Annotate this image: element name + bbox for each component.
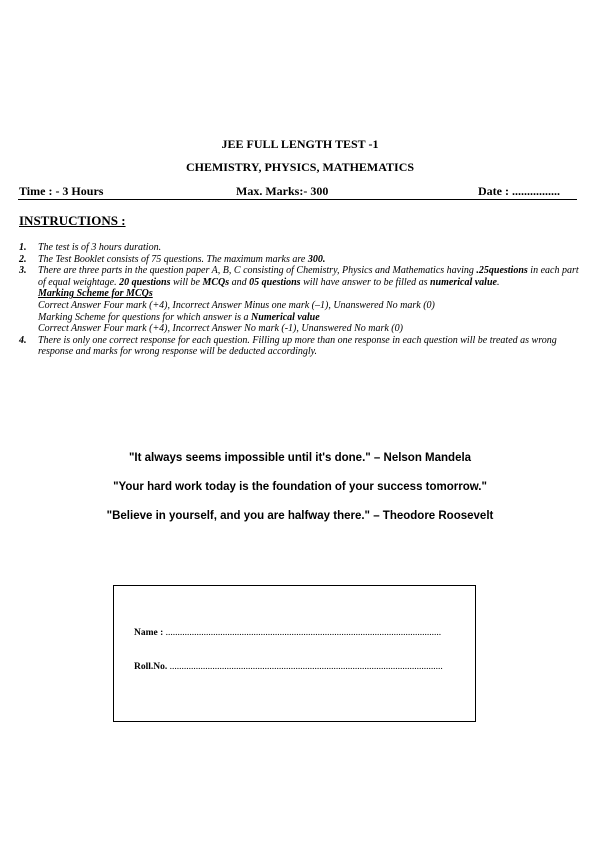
subjects-line: CHEMISTRY, PHYSICS, MATHEMATICS bbox=[185, 160, 415, 174]
name-label: Name : bbox=[134, 628, 164, 638]
instruction-text-part: Marking Scheme for questions for which answer is a bbox=[38, 311, 252, 323]
instruction-number: 4. bbox=[19, 334, 27, 346]
instruction-text bbox=[38, 265, 579, 335]
questions-per-part: .25questions bbox=[476, 265, 528, 277]
instruction-text-part: will have answer to be filled as bbox=[300, 276, 430, 288]
instruction-text bbox=[38, 254, 579, 266]
numerical-count: 05 questions bbox=[249, 276, 301, 288]
instruction-number: 1. bbox=[19, 242, 27, 253]
instructions-heading: INSTRUCTIONS : bbox=[19, 213, 126, 228]
roll-number-field[interactable] bbox=[134, 662, 443, 672]
name-blank[interactable]: .................................................................................................................... bbox=[163, 628, 442, 638]
quote-roosevelt: "Believe in yourself, and you are halfway there." – Theodore Roosevelt bbox=[106, 510, 494, 522]
numerical-scheme-text: Correct Answer Four mark (+4), Incorrect Answer No mark (-1), Unanswered No mark (0) bbox=[38, 323, 403, 335]
max-marks-info: Max. Marks:- 300 bbox=[236, 184, 329, 198]
mcq-label: MCQs bbox=[202, 276, 230, 288]
numerical-value-label: Numerical value bbox=[251, 311, 320, 323]
quote-mandela: "It always seems impossible until it's done." – Nelson Mandela bbox=[128, 452, 472, 464]
roll-number-blank[interactable]: ................................................................................................................... bbox=[167, 662, 443, 672]
instruction-text-part: in each part of equal weightage. bbox=[38, 265, 579, 288]
header-divider bbox=[18, 199, 577, 200]
date-info: Date : ................ bbox=[478, 184, 560, 198]
time-info: Time : - 3 Hours bbox=[19, 184, 104, 198]
instruction-item bbox=[19, 335, 579, 358]
instruction-number: 2. bbox=[19, 253, 27, 265]
instruction-number: 3. bbox=[19, 265, 27, 277]
numerical-scheme-heading bbox=[38, 312, 579, 324]
mcq-scheme-heading: Marking Scheme for MCQs bbox=[38, 288, 153, 300]
student-details-box bbox=[113, 585, 476, 722]
instruction-text-part: will be bbox=[170, 276, 203, 288]
mcq-count: 20 questions bbox=[119, 276, 171, 288]
instruction-text: There is only one correct response for each question. Filling up more than one response in each question will be treated as wrong response and marks for wrong response will be deducted accordingly. bbox=[38, 334, 557, 358]
test-title: JEE FULL LENGTH TEST -1 bbox=[221, 137, 379, 151]
instruction-text-part: The Test Booklet consists of 75 questions. The maximum marks are bbox=[38, 253, 308, 265]
instruction-item bbox=[19, 242, 579, 254]
roll-number-label: Roll.No. bbox=[134, 662, 168, 672]
quote-hard-work: "Your hard work today is the foundation of your success tomorrow." bbox=[113, 481, 487, 493]
mcq-scheme-text: Correct Answer Four mark (+4), Incorrect Answer Minus one mark (–1), Unanswered No mark (0) bbox=[38, 299, 435, 311]
instruction-item bbox=[19, 265, 579, 335]
instruction-text: The test is of 3 hours duration. bbox=[38, 242, 162, 253]
max-marks-value: 300. bbox=[307, 253, 326, 265]
numerical-value-label: numerical value bbox=[430, 276, 497, 288]
instruction-item bbox=[19, 254, 579, 266]
instructions-list bbox=[19, 242, 579, 358]
instruction-text-part: and bbox=[229, 276, 250, 288]
instruction-text-part: There are three parts in the question paper A, B, C consisting of Chemistry, Physics and Mathematics having bbox=[38, 265, 477, 277]
name-field[interactable] bbox=[134, 628, 441, 638]
instruction-text-part: . bbox=[496, 276, 500, 288]
